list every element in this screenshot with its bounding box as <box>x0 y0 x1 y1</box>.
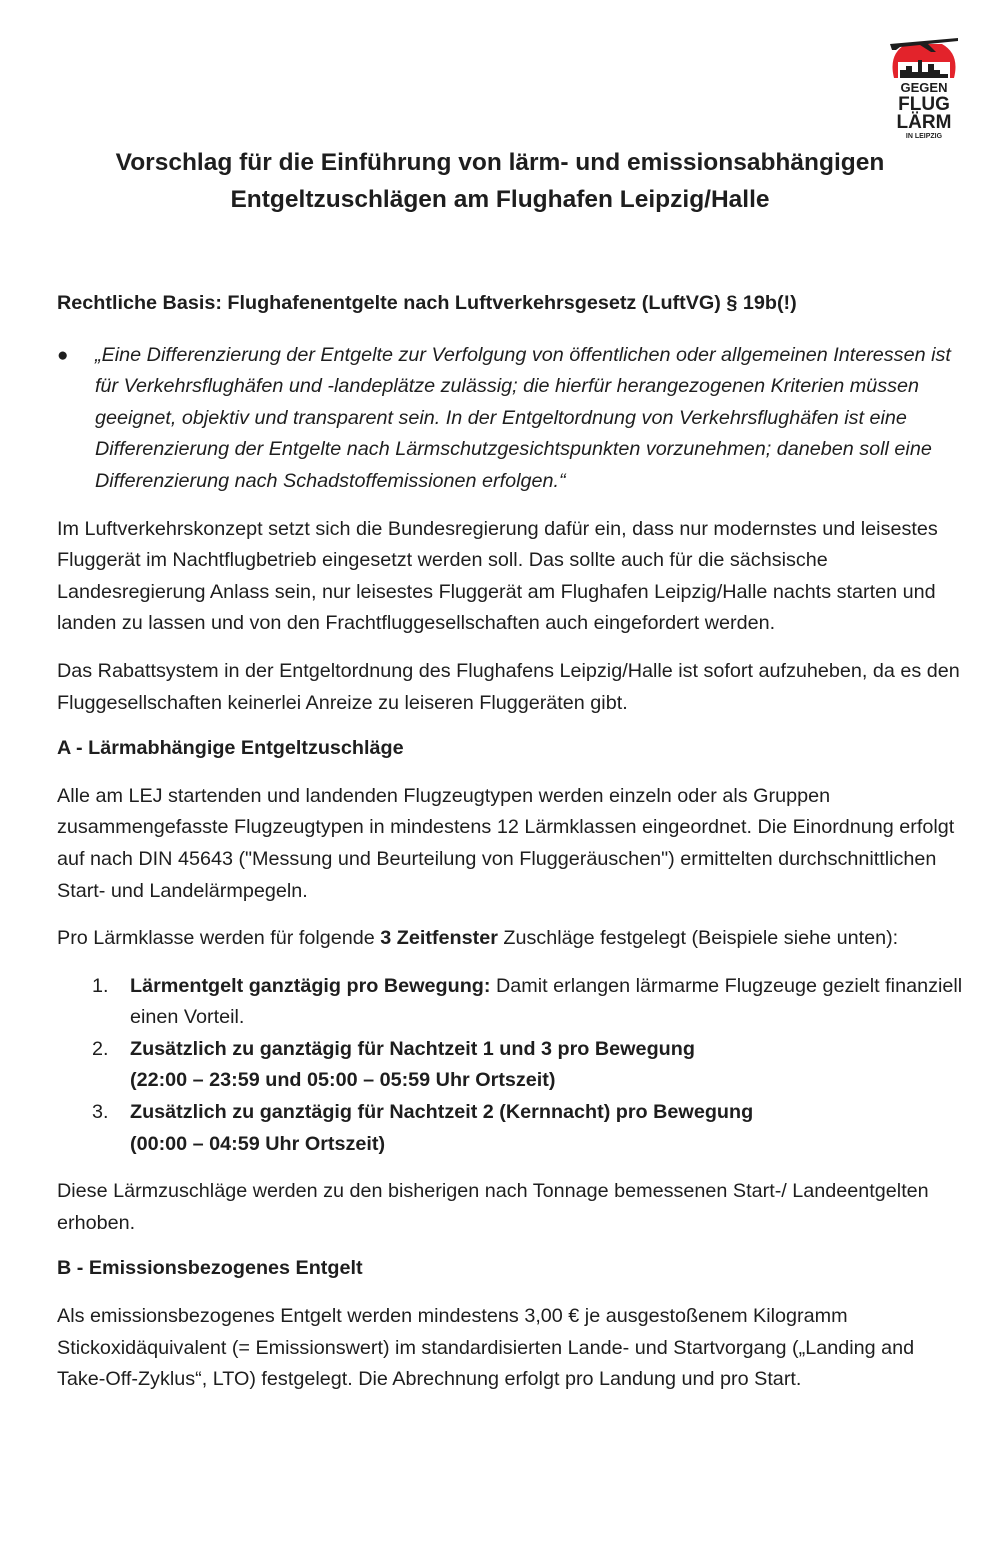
para2-pre: Pro Lärmklasse werden für folgende <box>57 927 381 950</box>
gegen-fluglaerm-logo <box>884 30 964 142</box>
logo-text-leipzig: IN LEIPZIG <box>905 133 943 140</box>
list-item-bold-2: (00:00 – 04:59 Uhr Ortszeit) <box>130 1132 386 1155</box>
legal-basis-heading: Rechtliche Basis: Flughafenentgelte nach Luftverkehrsgesetz (LuftVG) § 19b(!) <box>57 292 797 314</box>
section-b-paragraph-1: Als emissionsbezogenes Entgelt werden mindestens 3,00 € je ausgestoßenem Kilogramm Stickoxidäquivalent (= Emissionswert) im standardisierten Lande- und Startvorgang („Landing and Take-Off-Zyklus“, LTO) festgelegt. Die Abrechnung erfolgt pro Landung und pro Start. <box>57 1305 915 1391</box>
title-line-2: Entgeltzuschlägen am Flughafen Leipzig/Halle <box>230 186 770 213</box>
list-item-text: Damit erlangen lärmarme Flugzeuge gezielt finanziell einen Vorteil. <box>130 974 963 1029</box>
document-body <box>57 288 967 1396</box>
list-item-bold-2: (22:00 – 23:59 und 05:00 – 05:59 Uhr Ortszeit) <box>130 1069 556 1092</box>
list-number: 2. <box>92 1037 109 1060</box>
para2-post: Zuschläge festgelegt (Beispiele siehe unten): <box>497 927 899 950</box>
list-item-bold: Lärmentgelt ganztägig pro Bewegung: <box>130 974 491 997</box>
logo-text-flug: FLUG <box>898 94 950 115</box>
para2-bold: 3 Zeitfenster <box>380 927 498 950</box>
paragraph-luftverkehrskonzept: Im Luftverkehrskonzept setzt sich die Bundesregierung dafür ein, dass nur modernstes und leisestes Fluggerät im Nachtflugbetrieb eingesetzt werden soll. Das sollte auch für die sächsische Landesregierung Anlass sein, nur leisestes Fluggerät am Flughafen Leipzig/Halle nachts starten und landen zu lassen und von den Frachtfluggesellschaften auch eingefordert werden. <box>57 517 938 635</box>
logo-text-gegen: GEGEN <box>900 80 948 95</box>
paragraph-rabattsystem: Das Rabattsystem in der Entgeltordnung des Flughafens Leipzig/Halle ist sofort aufzuheben, da es den Fluggesellschaften keinerlei Anreize zu leiseren Fluggeräten gibt. <box>57 659 960 714</box>
list-item <box>57 971 967 1034</box>
logo-text-laerm: LÄRM <box>896 112 952 133</box>
document-title <box>60 144 940 218</box>
list-item <box>57 1034 967 1097</box>
section-a-paragraph-1: Alle am LEJ startenden und landenden Flugzeugtypen werden einzeln oder als Gruppen zusammengefasste Flugzeugtypen in mindestens 12 Lärmklassen eingeordnet. Die Einordnung erfolgt auf nach DIN 45643 ("Messung und Beurteilung von Fluggeräuschen") ermittelten durchschnittlichen Start- und Landelärmpegeln. <box>57 784 955 902</box>
list-item-bold: Zusätzlich zu ganztägig für Nachtzeit 2 (Kernnacht) pro Bewegung <box>130 1101 754 1124</box>
bullet-icon: ● <box>57 344 69 366</box>
time-window-list <box>57 971 967 1161</box>
list-number: 1. <box>92 974 109 997</box>
quote-text: „Eine Differenzierung der Entgelte zur Verfolgung von öffentlichen oder allgemeinen Interessen ist für Verkehrsflughäfen und -landeplätze zulässig; die hierfür herangezogenen Kriterien müssen geeignet, objektiv und transparent sein. In der Entgeltordnung von Verkehrsflughäfen ist eine Differenzierung der Entgelte nach Lärmschutzgesichtspunkten vorzunehmen; daneben soll eine Differenzierung nach Schadstoffemissionen erfolgen.“ <box>95 343 951 492</box>
section-a-paragraph-3: Diese Lärmzuschläge werden zu den bisherigen nach Tonnage bemessenen Start-/ Landeentgelten erhoben. <box>57 1180 929 1234</box>
section-a-heading: A - Lärmabhängige Entgeltzuschläge <box>57 737 404 760</box>
list-number: 3. <box>92 1101 109 1124</box>
title-line-1: Vorschlag für die Einführung von lärm- und emissionsabhängigen <box>115 149 885 176</box>
list-item <box>57 1097 967 1160</box>
section-b-heading: B - Emissionsbezogenes Entgelt <box>57 1257 363 1280</box>
legal-quote <box>57 340 967 498</box>
list-item-bold: Zusätzlich zu ganztägig für Nachtzeit 1 und 3 pro Bewegung <box>130 1037 695 1060</box>
section-a-paragraph-2 <box>57 923 967 955</box>
